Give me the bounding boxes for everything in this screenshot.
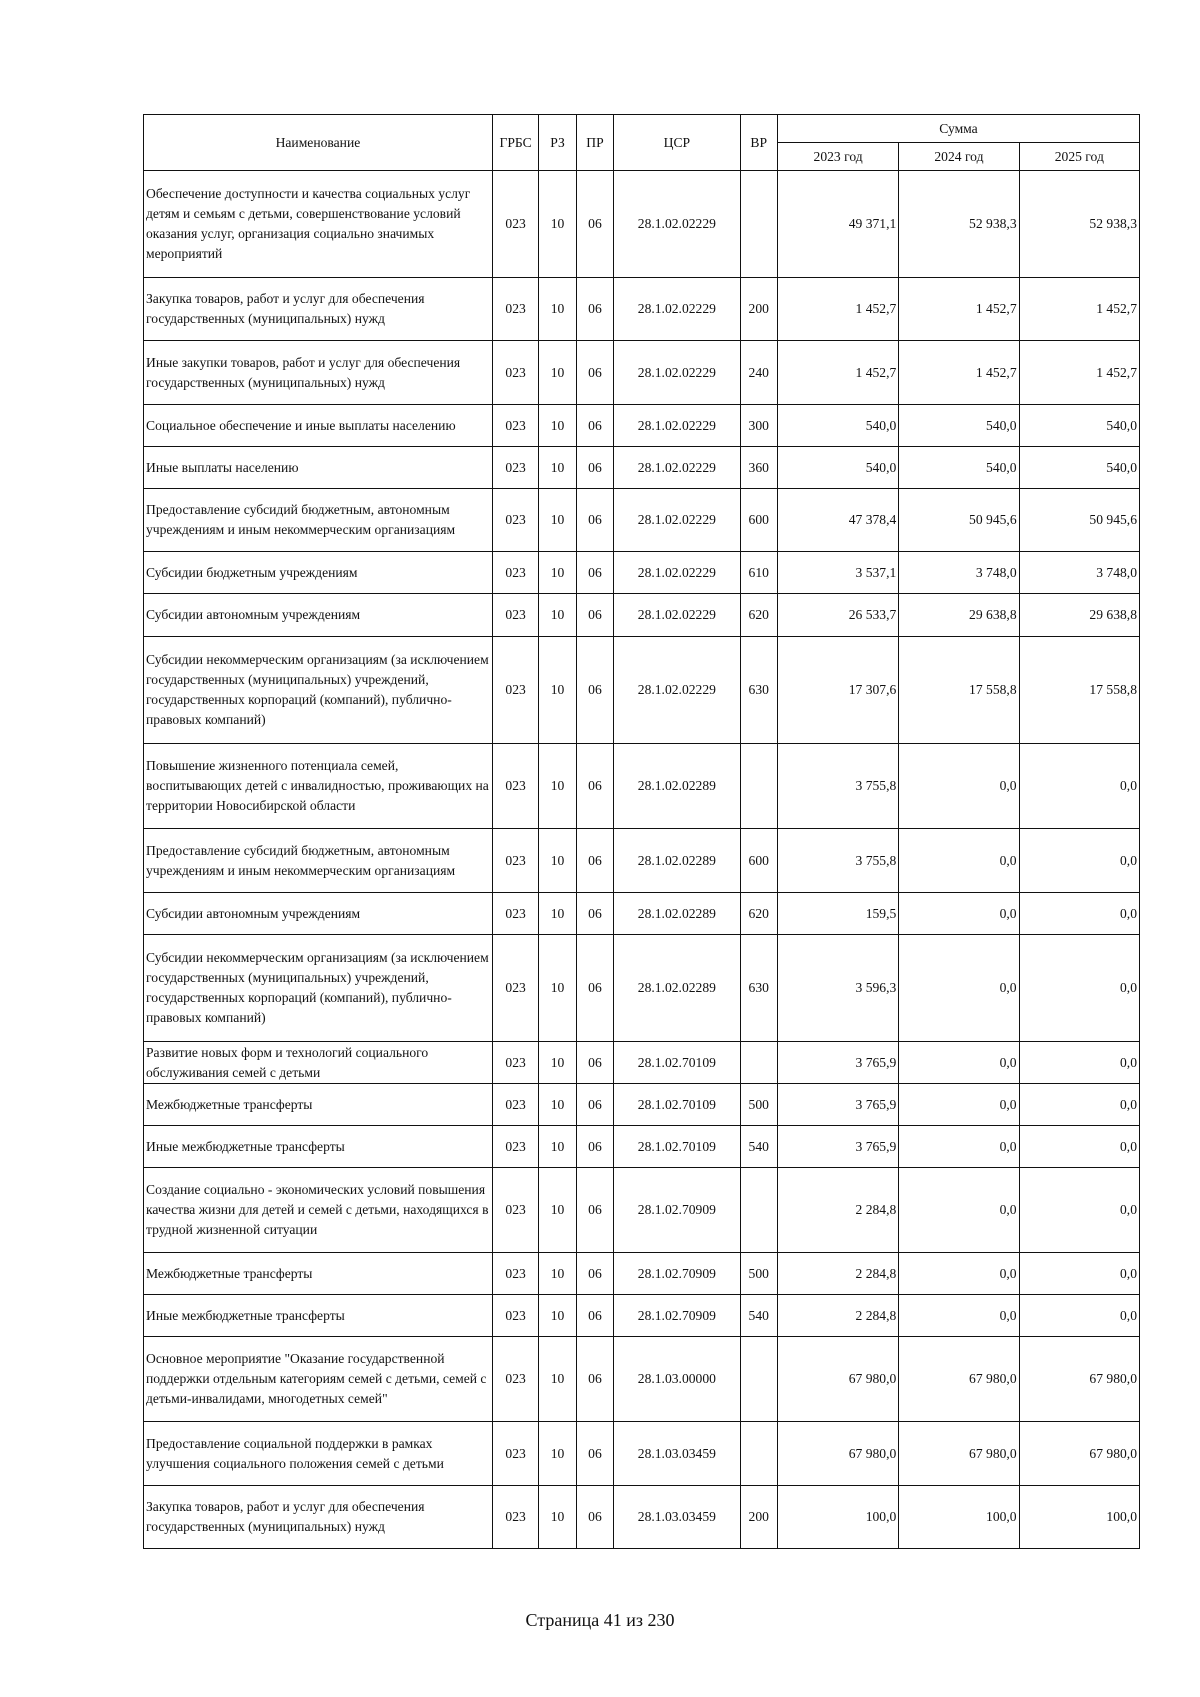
cell-grbs: 023	[492, 1126, 539, 1168]
cell-rz: 10	[539, 1422, 576, 1486]
cell-grbs: 023	[492, 935, 539, 1042]
cell-vr: 300	[740, 405, 777, 447]
cell-y2025: 540,0	[1019, 447, 1139, 489]
cell-rz: 10	[539, 1486, 576, 1549]
cell-csr: 28.1.02.70909	[614, 1295, 740, 1337]
table-row	[144, 829, 1140, 893]
cell-pr: 06	[576, 1253, 613, 1295]
cell-y2023: 2 284,8	[777, 1253, 898, 1295]
cell-pr: 06	[576, 341, 613, 405]
cell-y2024: 50 945,6	[899, 489, 1019, 552]
cell-name: Межбюджетные трансферты	[144, 1084, 493, 1126]
cell-y2023: 26 533,7	[777, 594, 898, 637]
cell-grbs: 023	[492, 594, 539, 637]
cell-y2025: 67 980,0	[1019, 1422, 1139, 1486]
cell-y2025: 0,0	[1019, 744, 1139, 829]
cell-pr: 06	[576, 935, 613, 1042]
cell-grbs: 023	[492, 1253, 539, 1295]
cell-csr: 28.1.02.70109	[614, 1084, 740, 1126]
cell-y2023: 2 284,8	[777, 1168, 898, 1253]
cell-y2023: 3 765,9	[777, 1084, 898, 1126]
table-body	[144, 171, 1140, 1549]
cell-vr: 500	[740, 1253, 777, 1295]
cell-grbs: 023	[492, 829, 539, 893]
cell-csr: 28.1.02.02289	[614, 935, 740, 1042]
cell-rz: 10	[539, 1042, 576, 1084]
table-row	[144, 447, 1140, 489]
cell-y2024: 17 558,8	[899, 637, 1019, 744]
table-row	[144, 744, 1140, 829]
cell-csr: 28.1.02.70909	[614, 1253, 740, 1295]
cell-y2024: 1 452,7	[899, 278, 1019, 341]
cell-y2024: 29 638,8	[899, 594, 1019, 637]
cell-vr: 600	[740, 489, 777, 552]
cell-rz: 10	[539, 1126, 576, 1168]
cell-y2024: 0,0	[899, 1295, 1019, 1337]
cell-csr: 28.1.02.02229	[614, 278, 740, 341]
cell-grbs: 023	[492, 1295, 539, 1337]
cell-y2024: 52 938,3	[899, 171, 1019, 278]
cell-csr: 28.1.03.03459	[614, 1422, 740, 1486]
cell-vr	[740, 744, 777, 829]
cell-csr: 28.1.02.02229	[614, 637, 740, 744]
cell-name: Субсидии автономным учреждениям	[144, 893, 493, 935]
cell-csr: 28.1.02.02229	[614, 552, 740, 594]
table-row	[144, 1486, 1140, 1549]
cell-pr: 06	[576, 1126, 613, 1168]
cell-y2023: 540,0	[777, 405, 898, 447]
cell-y2025: 0,0	[1019, 829, 1139, 893]
cell-csr: 28.1.02.70109	[614, 1042, 740, 1084]
cell-grbs: 023	[492, 1486, 539, 1549]
table-header	[144, 115, 1140, 171]
cell-name: Иные выплаты населению	[144, 447, 493, 489]
cell-y2023: 1 452,7	[777, 341, 898, 405]
table-row	[144, 489, 1140, 552]
cell-grbs: 023	[492, 552, 539, 594]
cell-vr	[740, 1042, 777, 1084]
table-row	[144, 637, 1140, 744]
cell-name: Иные закупки товаров, работ и услуг для обеспечения государственных (муниципальных) нужд	[144, 341, 493, 405]
cell-grbs: 023	[492, 744, 539, 829]
header-name: Наименование	[144, 115, 493, 171]
table-row	[144, 1337, 1140, 1422]
cell-csr: 28.1.03.00000	[614, 1337, 740, 1422]
cell-name: Субсидии бюджетным учреждениям	[144, 552, 493, 594]
cell-vr: 500	[740, 1084, 777, 1126]
table-row	[144, 278, 1140, 341]
cell-y2025: 0,0	[1019, 893, 1139, 935]
cell-csr: 28.1.02.70909	[614, 1168, 740, 1253]
cell-rz: 10	[539, 744, 576, 829]
cell-csr: 28.1.02.02229	[614, 341, 740, 405]
table-row	[144, 1168, 1140, 1253]
cell-grbs: 023	[492, 893, 539, 935]
cell-y2025: 0,0	[1019, 1084, 1139, 1126]
cell-y2023: 67 980,0	[777, 1422, 898, 1486]
cell-csr: 28.1.02.02229	[614, 405, 740, 447]
cell-vr	[740, 1337, 777, 1422]
cell-y2024: 0,0	[899, 829, 1019, 893]
cell-y2023: 49 371,1	[777, 171, 898, 278]
cell-csr: 28.1.03.03459	[614, 1486, 740, 1549]
table-row	[144, 171, 1140, 278]
cell-y2023: 2 284,8	[777, 1295, 898, 1337]
table-row	[144, 552, 1140, 594]
cell-y2023: 3 755,8	[777, 829, 898, 893]
cell-y2023: 3 596,3	[777, 935, 898, 1042]
cell-pr: 06	[576, 447, 613, 489]
table-row	[144, 935, 1140, 1042]
cell-vr: 540	[740, 1126, 777, 1168]
cell-y2024: 0,0	[899, 935, 1019, 1042]
cell-y2023: 3 765,9	[777, 1126, 898, 1168]
cell-grbs: 023	[492, 171, 539, 278]
cell-pr: 06	[576, 1168, 613, 1253]
cell-pr: 06	[576, 278, 613, 341]
header-year-2023: 2023 год	[777, 143, 898, 171]
header-year-2024: 2024 год	[899, 143, 1019, 171]
cell-y2025: 3 748,0	[1019, 552, 1139, 594]
cell-vr: 360	[740, 447, 777, 489]
cell-y2025: 100,0	[1019, 1486, 1139, 1549]
cell-rz: 10	[539, 1084, 576, 1126]
cell-pr: 06	[576, 1084, 613, 1126]
cell-pr: 06	[576, 744, 613, 829]
cell-vr: 240	[740, 341, 777, 405]
cell-grbs: 023	[492, 1042, 539, 1084]
cell-name: Предоставление субсидий бюджетным, автономным учреждениям и иным некоммерческим организациям	[144, 829, 493, 893]
cell-y2024: 0,0	[899, 1253, 1019, 1295]
cell-pr: 06	[576, 405, 613, 447]
cell-rz: 10	[539, 935, 576, 1042]
cell-y2024: 0,0	[899, 744, 1019, 829]
header-csr: ЦСР	[614, 115, 740, 171]
cell-vr: 600	[740, 829, 777, 893]
cell-name: Основное мероприятие "Оказание государственной поддержки отдельным категориям семей с детьми, семей с детьми-инвалидами, многодетных семей"	[144, 1337, 493, 1422]
cell-rz: 10	[539, 1253, 576, 1295]
cell-pr: 06	[576, 1486, 613, 1549]
header-rz: РЗ	[539, 115, 576, 171]
cell-vr: 620	[740, 594, 777, 637]
cell-name: Развитие новых форм и технологий социального обслуживания семей с детьми	[144, 1042, 493, 1084]
cell-csr: 28.1.02.02229	[614, 594, 740, 637]
table-row	[144, 1126, 1140, 1168]
cell-y2025: 0,0	[1019, 1253, 1139, 1295]
cell-name: Закупка товаров, работ и услуг для обеспечения государственных (муниципальных) нужд	[144, 1486, 493, 1549]
cell-grbs: 023	[492, 341, 539, 405]
cell-csr: 28.1.02.02289	[614, 744, 740, 829]
cell-y2025: 1 452,7	[1019, 278, 1139, 341]
cell-pr: 06	[576, 171, 613, 278]
cell-rz: 10	[539, 447, 576, 489]
cell-csr: 28.1.02.02289	[614, 893, 740, 935]
cell-name: Иные межбюджетные трансферты	[144, 1295, 493, 1337]
cell-rz: 10	[539, 341, 576, 405]
table-row	[144, 1422, 1140, 1486]
cell-y2025: 0,0	[1019, 1295, 1139, 1337]
cell-y2024: 67 980,0	[899, 1422, 1019, 1486]
header-vr: ВР	[740, 115, 777, 171]
cell-y2025: 0,0	[1019, 1042, 1139, 1084]
cell-y2024: 0,0	[899, 1042, 1019, 1084]
cell-rz: 10	[539, 171, 576, 278]
cell-y2023: 540,0	[777, 447, 898, 489]
table-row	[144, 405, 1140, 447]
cell-pr: 06	[576, 1042, 613, 1084]
header-grbs: ГРБС	[492, 115, 539, 171]
cell-y2024: 0,0	[899, 1084, 1019, 1126]
cell-pr: 06	[576, 1337, 613, 1422]
cell-name: Субсидии некоммерческим организациям (за исключением государственных (муниципальных) учреждений, государственных корпораций (компаний), публично-правовых компаний)	[144, 935, 493, 1042]
cell-y2024: 100,0	[899, 1486, 1019, 1549]
cell-y2023: 3 765,9	[777, 1042, 898, 1084]
cell-rz: 10	[539, 552, 576, 594]
cell-vr	[740, 171, 777, 278]
cell-name: Предоставление социальной поддержки в рамках улучшения социального положения семей с детьми	[144, 1422, 493, 1486]
cell-y2024: 0,0	[899, 893, 1019, 935]
cell-pr: 06	[576, 489, 613, 552]
page-number: Страница 41 из 230	[525, 1610, 675, 1630]
table-row	[144, 1295, 1140, 1337]
cell-grbs: 023	[492, 489, 539, 552]
cell-rz: 10	[539, 637, 576, 744]
cell-name: Межбюджетные трансферты	[144, 1253, 493, 1295]
cell-y2025: 29 638,8	[1019, 594, 1139, 637]
cell-pr: 06	[576, 1422, 613, 1486]
cell-y2025: 0,0	[1019, 1168, 1139, 1253]
cell-y2024: 0,0	[899, 1126, 1019, 1168]
cell-y2024: 67 980,0	[899, 1337, 1019, 1422]
cell-grbs: 023	[492, 1084, 539, 1126]
cell-y2024: 1 452,7	[899, 341, 1019, 405]
cell-grbs: 023	[492, 278, 539, 341]
cell-vr: 610	[740, 552, 777, 594]
cell-y2025: 0,0	[1019, 1126, 1139, 1168]
cell-vr	[740, 1168, 777, 1253]
cell-rz: 10	[539, 489, 576, 552]
cell-y2024: 3 748,0	[899, 552, 1019, 594]
header-year-2025: 2025 год	[1019, 143, 1139, 171]
table-row	[144, 893, 1140, 935]
cell-vr: 630	[740, 935, 777, 1042]
cell-csr: 28.1.02.02229	[614, 489, 740, 552]
header-pr: ПР	[576, 115, 613, 171]
cell-vr	[740, 1422, 777, 1486]
cell-vr: 200	[740, 1486, 777, 1549]
cell-csr: 28.1.02.02289	[614, 829, 740, 893]
cell-pr: 06	[576, 893, 613, 935]
cell-rz: 10	[539, 829, 576, 893]
cell-y2023: 1 452,7	[777, 278, 898, 341]
budget-table	[143, 114, 1140, 1549]
table-row	[144, 1042, 1140, 1084]
cell-pr: 06	[576, 594, 613, 637]
cell-pr: 06	[576, 637, 613, 744]
cell-csr: 28.1.02.02229	[614, 171, 740, 278]
cell-name: Создание социально - экономических условий повышения качества жизни для детей и семей с детьми, находящихся в трудной жизненной ситуации	[144, 1168, 493, 1253]
cell-name: Иные межбюджетные трансферты	[144, 1126, 493, 1168]
header-sum: Сумма	[777, 115, 1139, 143]
cell-y2025: 17 558,8	[1019, 637, 1139, 744]
cell-rz: 10	[539, 405, 576, 447]
table-row	[144, 1253, 1140, 1295]
cell-rz: 10	[539, 1168, 576, 1253]
cell-csr: 28.1.02.02229	[614, 447, 740, 489]
cell-y2025: 540,0	[1019, 405, 1139, 447]
table-row	[144, 1084, 1140, 1126]
cell-y2025: 1 452,7	[1019, 341, 1139, 405]
cell-y2025: 52 938,3	[1019, 171, 1139, 278]
cell-grbs: 023	[492, 1422, 539, 1486]
cell-grbs: 023	[492, 447, 539, 489]
cell-name: Социальное обеспечение и иные выплаты населению	[144, 405, 493, 447]
cell-name: Предоставление субсидий бюджетным, автономным учреждениям и иным некоммерческим организациям	[144, 489, 493, 552]
cell-rz: 10	[539, 893, 576, 935]
cell-y2023: 3 755,8	[777, 744, 898, 829]
cell-vr: 540	[740, 1295, 777, 1337]
cell-pr: 06	[576, 552, 613, 594]
cell-name: Обеспечение доступности и качества социальных услуг детям и семьям с детьми, совершенствование условий оказания услуг, организация социально значимых мероприятий	[144, 171, 493, 278]
cell-rz: 10	[539, 278, 576, 341]
cell-y2025: 0,0	[1019, 935, 1139, 1042]
cell-rz: 10	[539, 1337, 576, 1422]
cell-y2023: 159,5	[777, 893, 898, 935]
cell-y2025: 67 980,0	[1019, 1337, 1139, 1422]
cell-y2023: 3 537,1	[777, 552, 898, 594]
cell-grbs: 023	[492, 637, 539, 744]
cell-rz: 10	[539, 1295, 576, 1337]
cell-y2024: 540,0	[899, 447, 1019, 489]
cell-name: Повышение жизненного потенциала семей, воспитывающих детей с инвалидностью, проживающих на территории Новосибирской области	[144, 744, 493, 829]
cell-grbs: 023	[492, 1168, 539, 1253]
table-row	[144, 341, 1140, 405]
cell-y2023: 47 378,4	[777, 489, 898, 552]
cell-rz: 10	[539, 594, 576, 637]
cell-pr: 06	[576, 829, 613, 893]
cell-pr: 06	[576, 1295, 613, 1337]
cell-csr: 28.1.02.70109	[614, 1126, 740, 1168]
cell-vr: 620	[740, 893, 777, 935]
cell-name: Закупка товаров, работ и услуг для обеспечения государственных (муниципальных) нужд	[144, 278, 493, 341]
cell-y2024: 0,0	[899, 1168, 1019, 1253]
cell-y2024: 540,0	[899, 405, 1019, 447]
cell-vr: 630	[740, 637, 777, 744]
cell-y2023: 67 980,0	[777, 1337, 898, 1422]
table-row	[144, 594, 1140, 637]
cell-y2023: 17 307,6	[777, 637, 898, 744]
cell-grbs: 023	[492, 1337, 539, 1422]
document-page	[143, 114, 1140, 1549]
cell-grbs: 023	[492, 405, 539, 447]
cell-name: Субсидии автономным учреждениям	[144, 594, 493, 637]
cell-vr: 200	[740, 278, 777, 341]
cell-y2025: 50 945,6	[1019, 489, 1139, 552]
cell-name: Субсидии некоммерческим организациям (за исключением государственных (муниципальных) учреждений, государственных корпораций (компаний), публично-правовых компаний)	[144, 637, 493, 744]
cell-y2023: 100,0	[777, 1486, 898, 1549]
